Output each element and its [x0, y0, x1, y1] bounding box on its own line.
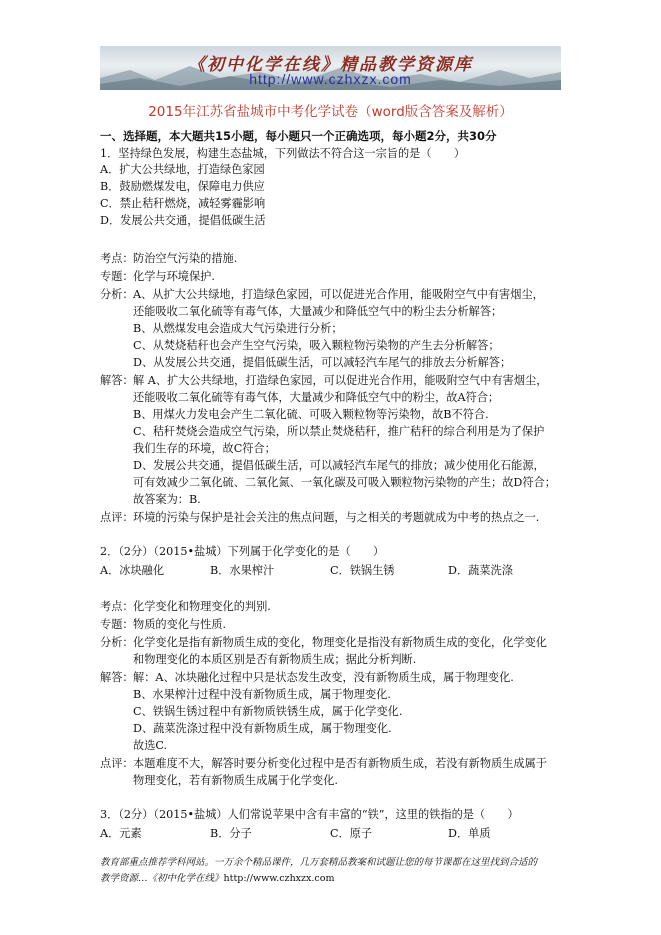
q1-zhuanti: 化学与环境保护.	[133, 270, 215, 283]
q2-zhuanti-label: 专题：	[100, 618, 134, 631]
q1-jieda-line: D、发展公共交通，提倡低碳生活，可以减轻汽车尾气的排放；减少使用化石能源，	[133, 459, 545, 472]
q3-option-c: C．原子	[330, 827, 373, 840]
q2-option-c: C．铁锅生锈	[330, 564, 395, 577]
q1-jieda-line: C、秸秆焚烧会造成空气污染，所以禁止焚烧秸秆，推广秸秆的综合利用是为了保护	[133, 425, 545, 438]
q2-option-a: A．冰块融化	[100, 564, 165, 577]
q1-option-a: A．扩大公共绿地，打造绿色家园	[100, 163, 265, 176]
q1-jieda-line: 可有效减少二氧化硫、二氧化氮、一氧化碳及可吸入颗粒物污染物的产生；故D符合；	[133, 476, 556, 489]
banner-title: 《初中化学在线》精品教学资源库	[188, 55, 473, 75]
q1-fenxi-line: D、从发展公共交通，提倡低碳生活，可以减轻汽车尾气的排放去分析解答；	[133, 356, 512, 369]
q1-fenxi-line: C、从焚烧秸秆也会产生空气污染，吸入颗粒物污染物的产生去分析解答；	[133, 339, 500, 352]
q2-jieda-line: D、蔬菜洗涤过程中没有新物质生成，属于物理变化.	[133, 722, 392, 735]
q1-jieda-line: 我们生存的环境，故C符合；	[133, 442, 276, 455]
header-banner	[100, 46, 561, 90]
q1-option-c: C．禁止秸秆燃烧，减轻雾霾影响	[100, 197, 266, 210]
q2-jieda-line: 故选C.	[133, 739, 168, 752]
footer-line-2-text: 教学资源…《初中化学在线》	[100, 873, 224, 884]
q1-zhuanti-label: 专题：	[100, 270, 134, 283]
q3-option-a: A．元素	[100, 827, 142, 840]
q1-stem: 1．坚持绿色发展，构建生态盐城，下列做法不符合这一宗旨的是（ ）	[100, 147, 466, 160]
document-title: 2015年江苏省盐城市中考化学试卷（word版含答案及解析）	[148, 104, 513, 120]
q2-jieda-line: B、水果榨汁过程中没有新物质生成，属于物理变化.	[133, 688, 391, 701]
q2-zhuanti: 物质的变化与性质.	[133, 618, 227, 631]
q1-jieda-line: 故答案为：B.	[133, 493, 201, 506]
q1-fenxi-line: A、从扩大公共绿地，打造绿色家园，可以促进光合作用，能吸附空气中有害烟尘，	[133, 288, 544, 301]
q2-jieda-line: C、铁锅生锈过程中有新物质铁锈生成，属于化学变化.	[133, 705, 403, 718]
q2-option-b: B．水果榨汁	[210, 564, 275, 577]
q1-option-d: D．发展公共交通，提倡低碳生活	[100, 214, 266, 227]
q1-option-b: B．鼓励燃煤发电，保障电力供应	[100, 180, 265, 193]
q1-kaodian: 防治空气污染的措施.	[133, 252, 238, 265]
q1-fenxi-line: 还能吸收二氧化硫等有毒气体，大量减少和降低空气中的粉尘去分析解答；	[133, 305, 503, 318]
footer-line-1: 教育部重点推荐学科网站。一万余个精品课件，几万套精品教案和试题让您的每节课都在这里找到合适的	[100, 857, 538, 868]
q1-jieda-label: 解答：	[100, 374, 134, 387]
q3-option-d: D．单质	[448, 827, 491, 840]
q2-option-d: D．蔬菜洗涤	[448, 564, 513, 577]
q2-stem: 2．（2分）（2015•盐城）下列属于化学变化的是（ ）	[100, 545, 385, 558]
q2-dianping-label: 点评：	[100, 757, 134, 770]
q2-fenxi-line: 和物理变化的本质区别是否有新物质生成；据此分析判断.	[133, 653, 417, 666]
q3-stem: 3．（2分）（2015•盐城）人们常说苹果中含有丰富的“铁”，这里的铁指的是（ ）	[100, 808, 519, 821]
q2-fenxi-line: 化学变化是指有新物质生成的变化，物理变化是指没有新物质生成的变化，化学变化	[133, 636, 547, 649]
q2-jieda-line: 解：A、冰块融化过程中只是状态发生改变，没有新物质生成，属于物理变化.	[133, 671, 514, 684]
q2-dianping-line: 本题难度不大，解答时要分析变化过程中是否有新物质生成，若没有新物质生成属于	[133, 757, 547, 770]
q1-kaodian-label: 考点：	[100, 252, 134, 265]
q2-kaodian-label: 考点：	[100, 600, 134, 613]
q1-jieda-line: 解 A、扩大公共绿地，打造绿色家园，可以促进光合作用，能吸附空气中有害烟尘，	[133, 374, 548, 387]
q1-fenxi-line: B、从燃煤发电会造成大气污染进行分析；	[133, 322, 343, 335]
q2-dianping-line: 物理变化，若有新物质生成属于化学变化.	[133, 774, 338, 787]
q1-fenxi-label: 分析：	[100, 288, 134, 301]
q1-dianping: 环境的污染与保护是社会关注的焦点问题，与之相关的考题就成为中考的热点之一.	[133, 511, 540, 524]
q3-option-b: B．分子	[210, 827, 252, 840]
q1-jieda-line: 还能吸收二氧化硫等有毒气体，大量减少和降低空气中的粉尘，故A符合；	[133, 391, 500, 404]
footer-line-2	[100, 870, 334, 884]
q2-jieda-label: 解答：	[100, 671, 134, 684]
footer-url-link[interactable]: http://www.czhxzx.com	[223, 873, 335, 884]
q1-jieda-line: B、用煤火力发电会产生二氧化硫、可吸入颗粒物等污染物，故B不符合.	[133, 408, 489, 421]
banner-url[interactable]: http://www.czhxzx.com	[249, 71, 412, 87]
q2-fenxi-label: 分析：	[100, 636, 134, 649]
q2-kaodian: 化学变化和物理变化的判别.	[133, 600, 271, 613]
section-heading: 一、选择题，本大题共15小题，每小题只一个正确选项，每小题2分，共30分	[100, 129, 497, 143]
q1-dianping-label: 点评：	[100, 511, 134, 524]
